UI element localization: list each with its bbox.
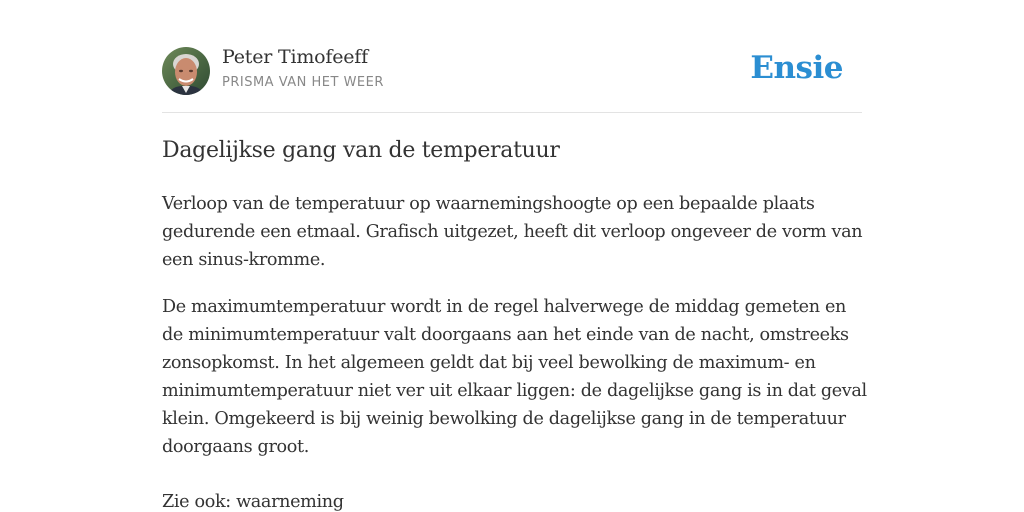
article-container	[162, 0, 867, 512]
article-paragraph-2: De maximumtemperatuur wordt in de regel halverwege de middag gemeten en de minimumtemperatuur valt doorgaans aan het einde van de nacht, omstreeks zonsopkomst. In het algemeen geldt dat bij veel bewolking de maximum- en minimumtemperatuur niet ver uit elkaar liggen: de dagelijkse gang is in dat geval klein. Omgekeerd is bij weinig bewolking de dagelijkse gang in de temperatuur doorgaans groot.	[162, 297, 867, 457]
see-also-label: Zie ook:	[162, 492, 237, 512]
see-also-link[interactable]: waarneming	[236, 492, 344, 512]
author-avatar	[162, 47, 210, 95]
article-header	[162, 0, 862, 113]
author-name[interactable]: Peter Timofeeff	[222, 46, 368, 68]
author-photo-icon	[162, 47, 210, 95]
author-source[interactable]: PRISMA VAN HET WEER	[222, 75, 384, 90]
ensie-logo[interactable]: Ensie	[750, 50, 843, 86]
article-paragraph-1: Verloop van de temperatuur op waarnemingshoogte op een bepaalde plaats gedurende een etmaal. Grafisch uitgezet, heeft dit verloop ongeveer de vorm van een sinus-kromme.	[162, 194, 863, 270]
article-title: Dagelijkse gang van de temperatuur	[162, 138, 560, 163]
see-also	[162, 488, 344, 512]
